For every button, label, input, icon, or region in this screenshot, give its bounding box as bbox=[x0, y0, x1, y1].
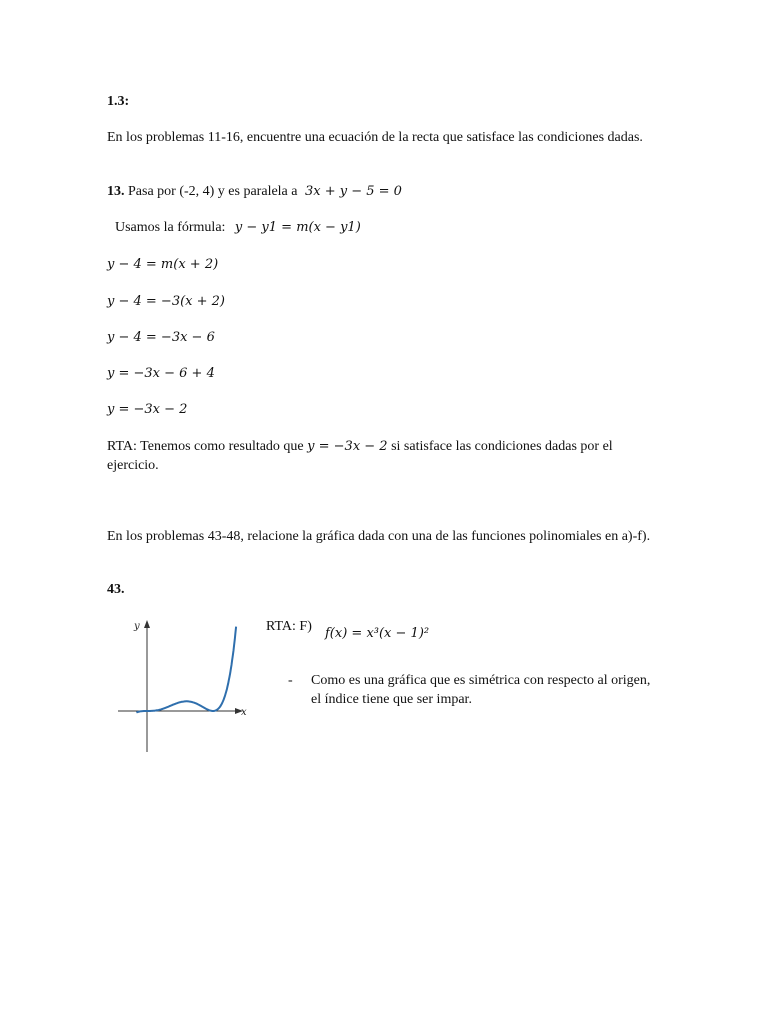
formula-line bbox=[115, 218, 361, 237]
answer-13-expression: y = −3x − 2 bbox=[307, 439, 388, 454]
intro-paragraph-1: En los problemas 11-16, encuentre una ecuación de la recta que satisface las condiciones dadas. bbox=[107, 130, 643, 145]
formula-expression-text: y − y1 = m(x − y1) bbox=[234, 220, 361, 235]
bullet-marker: - bbox=[288, 673, 293, 688]
answer-43-label: RTA: F) bbox=[266, 619, 312, 634]
answer-13-prefix: RTA: Tenemos como resultado que bbox=[107, 439, 304, 454]
step-4: y = −3x − 6 + 4 bbox=[107, 366, 215, 381]
polynomial-graph bbox=[110, 614, 260, 754]
formula-label: Usamos la fórmula: bbox=[115, 220, 226, 235]
step-2: y − 4 = −3(x + 2) bbox=[107, 294, 225, 309]
section-heading: 1.3: bbox=[107, 94, 130, 109]
step-1: y − 4 = m(x + 2) bbox=[107, 257, 219, 272]
problem-43-number: 43. bbox=[107, 582, 125, 597]
y-axis-label: y bbox=[134, 621, 140, 632]
problem-13-equation: 3x + y − 5 = 0 bbox=[304, 184, 402, 199]
problem-13-text: Pasa por (-2, 4) y es paralela a bbox=[128, 184, 298, 199]
formula-expression bbox=[235, 220, 361, 235]
answer-13-suffix: si satisface las condiciones dadas por el bbox=[391, 439, 613, 454]
step-5: y = −3x − 2 bbox=[107, 402, 188, 417]
answer-43-function: f(x) = x³(x − 1)² bbox=[325, 626, 430, 641]
answer-13-line-1 bbox=[107, 437, 613, 456]
answer-13-line-2: ejercicio. bbox=[107, 458, 159, 473]
problem-13-number: 13. bbox=[107, 184, 125, 199]
intro-paragraph-2: En los problemas 43-48, relacione la gráfica dada con una de las funciones polinomiales en a)-f). bbox=[107, 529, 651, 544]
problem-13 bbox=[107, 182, 402, 201]
step-3: y − 4 = −3x − 6 bbox=[107, 330, 215, 345]
bullet-text: Como es una gráfica que es simétrica con respecto al origen, el índice tiene que ser impar. bbox=[311, 673, 651, 707]
x-axis-label: x bbox=[241, 707, 247, 718]
graph-background bbox=[110, 614, 260, 754]
